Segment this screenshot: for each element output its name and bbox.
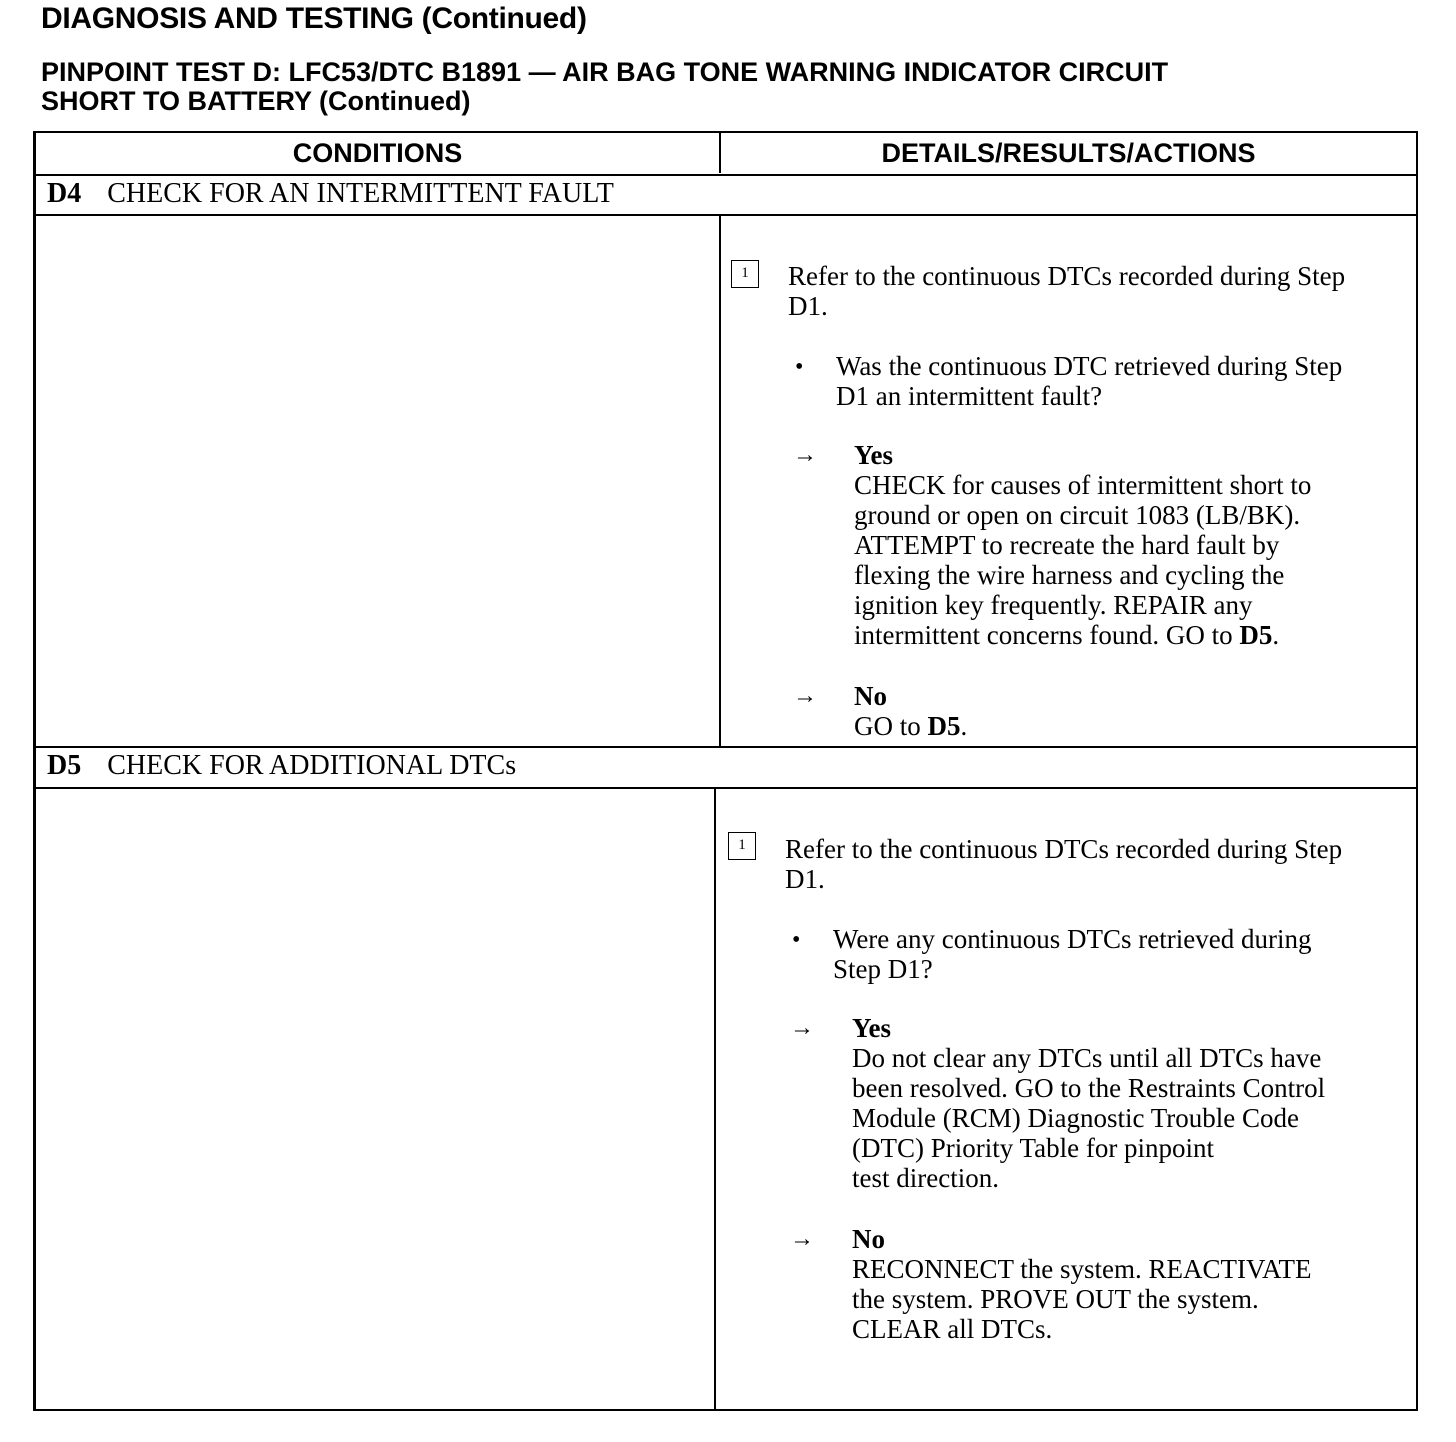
bullet-icon: • bbox=[795, 354, 804, 380]
text-line: Refer to the continuous DTCs recorded during Step bbox=[785, 834, 1343, 864]
text-line: ground or open on circuit 1083 (LB/BK). bbox=[854, 500, 1301, 530]
yes-label: Yes bbox=[852, 1013, 891, 1043]
text-line: Was the continuous DTC retrieved during Step bbox=[836, 351, 1343, 381]
yes-label: Yes bbox=[854, 440, 893, 470]
text-line: RECONNECT the system. REACTIVATE bbox=[852, 1254, 1312, 1284]
text-line: D1. bbox=[785, 864, 825, 894]
text-line: CLEAR all DTCs. bbox=[852, 1314, 1053, 1344]
pinpoint-test-title bbox=[41, 58, 1168, 116]
no-result bbox=[854, 681, 967, 741]
text-line: Module (RCM) Diagnostic Trouble Code bbox=[852, 1103, 1300, 1133]
pinpoint-test-title-line1: PINPOINT TEST D: LFC53/DTC B1891 — AIR BAG TONE WARNING INDICATOR CIRCUIT bbox=[41, 57, 1169, 87]
yes-result bbox=[852, 1013, 1325, 1193]
text-line: flexing the wire harness and cycling the bbox=[854, 560, 1285, 590]
text-line: Step D1? bbox=[833, 954, 933, 984]
step-question bbox=[836, 351, 1342, 411]
arrow-right-icon: → bbox=[793, 442, 817, 468]
text-line: ignition key frequently. REPAIR any bbox=[854, 590, 1253, 620]
step-question bbox=[833, 924, 1311, 984]
text-line: Do not clear any DTCs until all DTCs have bbox=[852, 1043, 1322, 1073]
text-line: (DTC) Priority Table for pinpoint bbox=[852, 1133, 1215, 1163]
step-instruction bbox=[785, 834, 1342, 894]
step-title: CHECK FOR ADDITIONAL DTCs bbox=[107, 750, 517, 781]
text-line: test direction. bbox=[852, 1163, 999, 1193]
no-result bbox=[852, 1224, 1312, 1344]
text-line: D1 an intermittent fault? bbox=[836, 381, 1103, 411]
text-line: Were any continuous DTCs retrieved during bbox=[833, 924, 1312, 954]
text-line: Refer to the continuous DTCs recorded during Step bbox=[788, 261, 1346, 291]
yes-result bbox=[854, 440, 1311, 650]
step-header-d5 bbox=[47, 747, 516, 785]
step-d4-details bbox=[721, 216, 1416, 746]
step-d5-details bbox=[716, 789, 1416, 1409]
step-reference: D5 bbox=[1239, 620, 1273, 650]
bullet-icon: • bbox=[792, 927, 801, 953]
step-reference: D5 bbox=[927, 711, 961, 741]
text-line: ATTEMPT to recreate the hard fault by bbox=[854, 530, 1280, 560]
no-label: No bbox=[854, 681, 887, 711]
text-line bbox=[854, 711, 967, 741]
details-header: DETAILS/RESULTS/ACTIONS bbox=[881, 138, 1256, 168]
text-fragment: intermittent concerns found. GO to bbox=[854, 620, 1240, 650]
step-id: D4 bbox=[47, 178, 82, 209]
step-title: CHECK FOR AN INTERMITTENT FAULT bbox=[107, 178, 614, 209]
header-divider bbox=[719, 133, 721, 173]
step-header-d4 bbox=[47, 175, 614, 213]
text-line: CHECK for causes of intermittent short to bbox=[854, 470, 1312, 500]
text-line bbox=[854, 620, 1311, 650]
step-number-box: 1 bbox=[728, 832, 756, 860]
text-fragment: . bbox=[960, 711, 968, 741]
arrow-right-icon: → bbox=[790, 1015, 814, 1041]
text-fragment: GO to bbox=[854, 711, 928, 741]
text-line: D1. bbox=[788, 291, 828, 321]
step-number-box: 1 bbox=[731, 260, 759, 288]
pinpoint-test-title-line2: SHORT TO BATTERY (Continued) bbox=[41, 86, 471, 116]
step-instruction bbox=[788, 261, 1345, 321]
pinpoint-test-table bbox=[33, 131, 1418, 1411]
arrow-right-icon: → bbox=[790, 1226, 814, 1252]
page-heading: DIAGNOSIS AND TESTING (Continued) bbox=[41, 2, 587, 35]
text-fragment: . bbox=[1272, 620, 1280, 650]
conditions-header: CONDITIONS bbox=[292, 138, 463, 168]
step-id: D5 bbox=[47, 750, 82, 781]
no-label: No bbox=[852, 1224, 885, 1254]
text-line: the system. PROVE OUT the system. bbox=[852, 1284, 1259, 1314]
arrow-right-icon: → bbox=[793, 683, 817, 709]
text-line: been resolved. GO to the Restraints Control bbox=[852, 1073, 1326, 1103]
